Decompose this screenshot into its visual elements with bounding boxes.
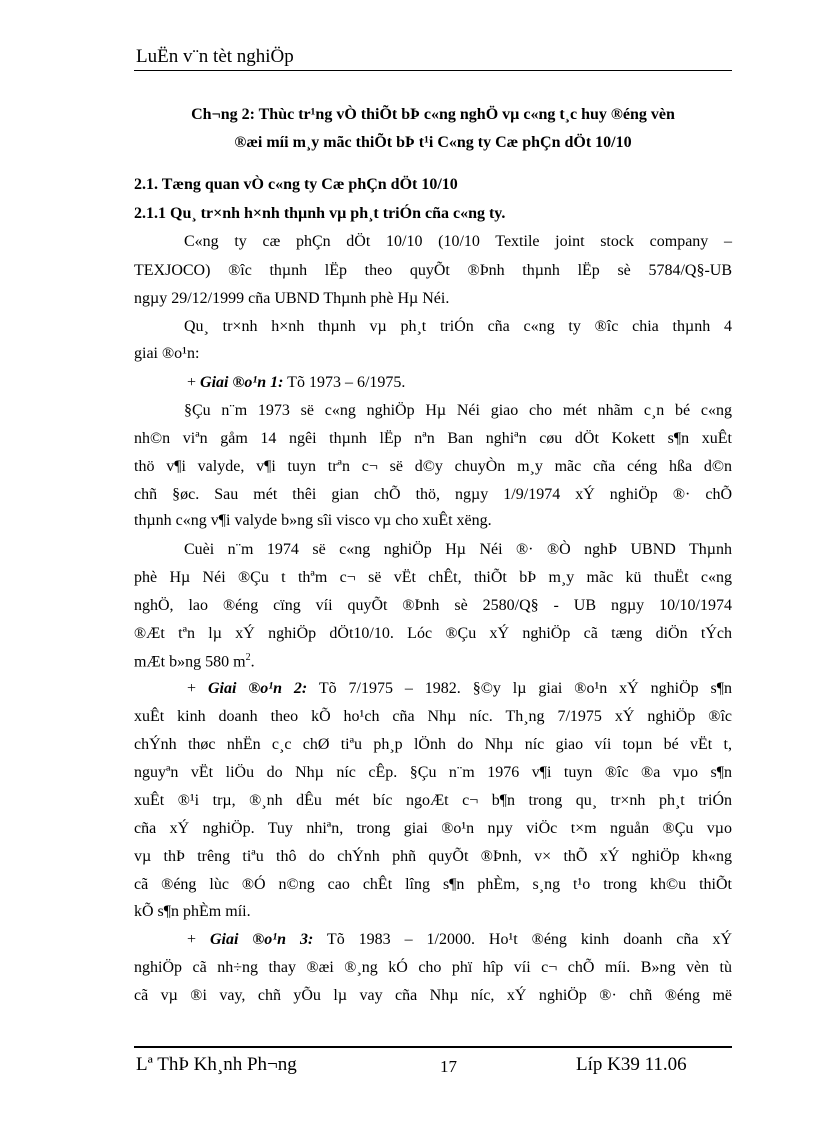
paragraph-line: ®Æt tªn lµ xÝ nghiÖp dÖt10/10. Lóc ®Çu xÝ nghiÖp cã tæng diÖn tÝch — [134, 625, 732, 642]
chapter-title — [134, 101, 732, 157]
paragraph-line: C«ng ty cæ phÇn dÖt 10/10 (10/10 Textile joint stock company – — [184, 233, 732, 250]
paragraph-line: phè Hµ Néi ®Çu t thªm c¬ së vËt chÊt, thiÕt bÞ m¸y mãc kü thuËt c«ng — [134, 569, 732, 586]
chapter-title-line-2: ®æi míi m¸y mãc thiÕt bÞ t¹i C«ng ty Cæ phÇn dÖt 10/10 — [234, 134, 632, 151]
paragraph-line: xuÊt kinh doanh theo kÕ ho¹ch cña Nhµ níc. Th¸ng 7/1975 xÝ nghiÖp ®îc — [134, 708, 732, 725]
paragraph-line: ngµy 29/12/1999 cña UBND Thµnh phè Hµ Néi. — [134, 290, 450, 307]
footer-rule — [134, 1046, 732, 1048]
paragraph-line: nghiÖp cã nh÷ng thay ®æi ®¸ng kÓ cho phï hîp víi c¬ chÕ míi. B»ng vèn tù — [134, 959, 732, 976]
chapter-title-line-1: Ch¬ng 2: Thùc tr¹ng vÒ thiÕt bÞ c«ng nghÖ vµ c«ng t¸c huy ®éng vèn — [191, 106, 675, 123]
area-period: . — [250, 653, 255, 671]
paragraph-line: chÝnh thøc nhËn c¸c chØ tiªu ph¸p lÖnh do Nhµ níc giao víi toµn bé vËt t, — [134, 736, 732, 753]
stage-1-text: Tõ 1973 – 6/1975. — [283, 374, 406, 391]
paragraph-line: TEXJOCO) ®îc thµnh lËp theo quyÕt ®Þnh thµnh lËp sè 5784/Q§-UB — [134, 262, 732, 279]
section-heading-1: 2.1. Tæng quan vÒ c«ng ty Cæ phÇn dÖt 10/10 — [134, 176, 458, 193]
section-heading-2: 2.1.1 Qu¸ tr×nh h×nh thµnh vµ ph¸t triÓn cña c«ng ty. — [134, 205, 506, 222]
stage-2-label: Giai ®o¹n 2: — [207, 680, 308, 697]
paragraph-line: giai ®o¹n: — [134, 345, 200, 362]
area-superscript: 2 — [245, 652, 251, 663]
paragraph-line: thö v¶i valyde, v¶i tuyn trªn c¬ së d©y chuyÒn m¸y mãc cña céng hßa d©n — [134, 458, 732, 475]
stage-3-line: + Giai ®o¹n 3: Tõ 1983 – 1/2000. Ho¹t ®éng kinh doanh cña xÝ — [187, 931, 732, 948]
paragraph-line: nguyªn vËt liÖu do Nhµ níc cÊp. §Çu n¨m 1976 v¶i tuyn ®îc ®a vµo s¶n — [134, 764, 732, 781]
stage-1-label: Giai ®o¹n 1: — [200, 374, 284, 391]
paragraph-line: thµnh c«ng v¶i valyde b»ng sîi visco vµ cho xuÊt xëng. — [134, 512, 492, 529]
stage-3-label: Giai ®o¹n 3: — [209, 931, 314, 948]
stage-3-text: Tõ 1983 – 1/2000. Ho¹t ®éng kinh doanh cña xÝ — [313, 931, 732, 948]
stage-2-text: Tõ 7/1975 – 1982. §©y lµ giai ®o¹n xÝ nghiÖp s¶n — [307, 680, 733, 697]
area-text: mÆt b»ng 580 m — [134, 653, 246, 671]
paragraph-line: xuÊt ®¹i trµ, ®¸nh dÊu mét bíc ngoÆt c¬ b¶n trong qu¸ tr×nh ph¸t triÓn — [134, 792, 732, 809]
stage-2-line: + Giai ®o¹n 2: Tõ 7/1975 – 1982. §©y lµ giai ®o¹n xÝ nghiÖp s¶n — [187, 680, 733, 697]
paragraph-line: nghÖ, lao ®éng cïng víi quyÕt ®Þnh sè 2580/Q§ - UB ngµy 10/10/1974 — [134, 597, 732, 614]
paragraph-line: cña xÝ nghiÖp. Tuy nhiªn, trong giai ®o¹n nµy viÖc t×m nguån ®Çu vµo — [134, 820, 732, 837]
paragraph-line: kÕ s¶n phÈm míi. — [134, 903, 251, 920]
stage-1-line: + Giai ®o¹n 1: Tõ 1973 – 6/1975. — [187, 374, 406, 391]
footer-class: Líp K39 11.06 — [576, 1054, 687, 1075]
paragraph-line: §Çu n¨m 1973 së c«ng nghiÖp Hµ Néi giao cho mét nhãm c¸n bé c«ng — [184, 402, 732, 419]
paragraph-line: vµ thÞ trêng tiªu thô do chÝnh phñ quyÕt ®Þnh, v× thÕ xÝ nghiÖp kh«ng — [134, 848, 732, 865]
paragraph-line: chñ §øc. Sau mét thêi gian chÕ thö, ngµy 1/9/1974 xÝ nghiÖp ®· chÕ — [134, 486, 732, 503]
header-title: LuËn v¨n tèt nghiÖp — [136, 46, 294, 67]
footer-author: Lª ThÞ Kh¸nh Ph¬ng — [136, 1054, 297, 1075]
paragraph-line — [134, 652, 255, 671]
page-number: 17 — [440, 1057, 457, 1076]
paragraph-line: nh©n viªn gåm 14 ngêi thµnh lËp nªn Ban nghiªn cøu dÖt Kokett s¶n xuÊt — [134, 430, 732, 447]
paragraph-line: Qu¸ tr×nh h×nh thµnh vµ ph¸t triÓn cña c«ng ty ®îc chia thµnh 4 — [184, 318, 732, 335]
paragraph-line: Cuèi n¨m 1974 së c«ng nghiÖp Hµ Néi ®· ®Ò nghÞ UBND Thµnh — [184, 541, 732, 558]
header-rule — [134, 70, 732, 71]
paragraph-line: cã ®éng lùc ®Ó n©ng cao chÊt lîng s¶n phÈm, s¸ng t¹o trong kh©u thiÕt — [134, 876, 732, 893]
paragraph-line: cã vµ ®i vay, chñ yÕu lµ vay cña Nhµ níc, xÝ nghiÖp ®· chñ ®éng më — [134, 987, 732, 1004]
